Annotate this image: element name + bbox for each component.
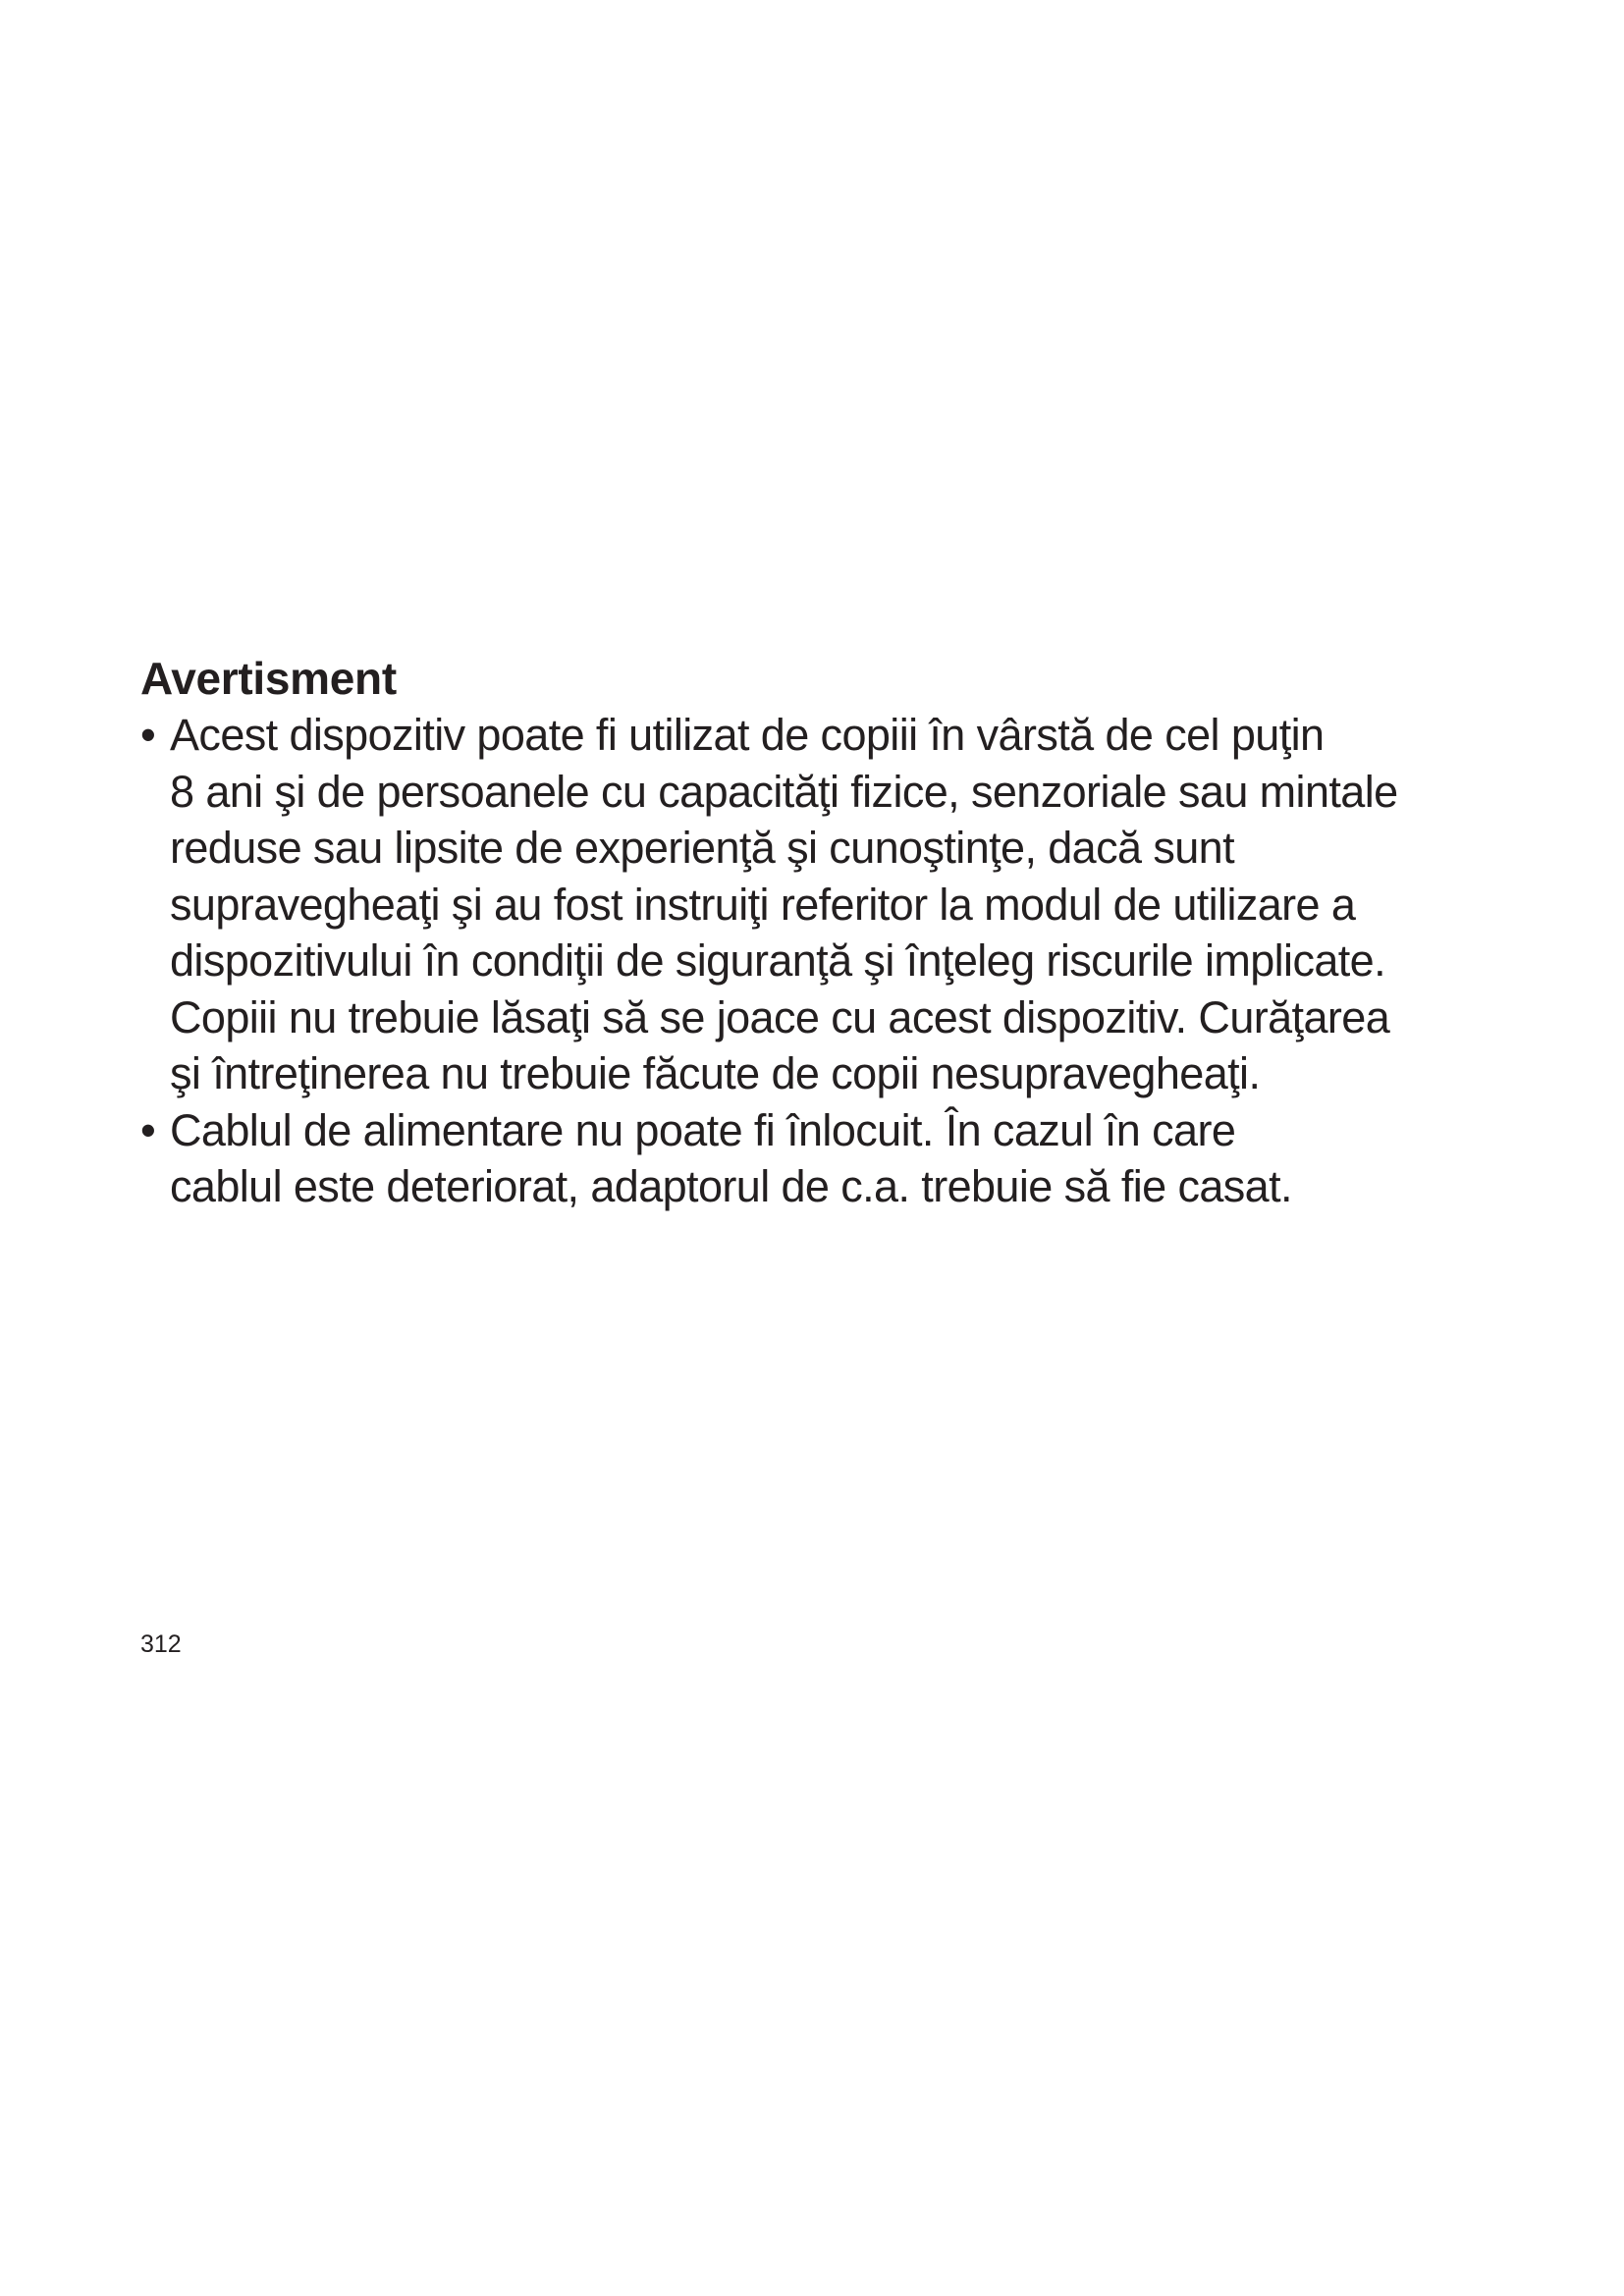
- warning-text-line: reduse sau lipsite de experienţă şi cunoştinţe, dacă sunt: [170, 823, 1234, 873]
- warning-text-line: supravegheaţi şi au fost instruiţi referitor la modul de utilizare a: [170, 879, 1356, 930]
- warning-title: Avertisment: [140, 653, 397, 704]
- warning-text-line: dispozitivului în condiţii de siguranţă şi înţeleg riscurile implicate.: [170, 935, 1386, 986]
- warning-list: [140, 707, 1535, 1215]
- warning-text-line: 8 ani şi de persoanele cu capacităţi fizice, senzoriale sau mintale: [170, 766, 1398, 817]
- warning-text-line: şi întreţinerea nu trebuie făcute de copii nesupravegheaţi.: [170, 1048, 1261, 1098]
- page-number: 312: [140, 1630, 182, 1658]
- warning-text-line: Acest dispozitiv poate fi utilizat de copiii în vârstă de cel puţin: [170, 710, 1325, 760]
- warning-text-line: cablul este deteriorat, adaptorul de c.a. trebuie să fie casat.: [170, 1161, 1292, 1211]
- warning-section: [140, 650, 1535, 1215]
- warning-text-line: Copiii nu trebuie lăsaţi să se joace cu acest dispozitiv. Curăţarea: [170, 991, 1390, 1042]
- bullet-icon: •: [140, 1104, 156, 1155]
- bullet-icon: •: [140, 710, 156, 760]
- warning-text-line: Cablul de alimentare nu poate fi înlocuit. În cazul în care: [170, 1104, 1236, 1155]
- warning-item-children-use: [140, 707, 1535, 1102]
- warning-item-power-cable: [140, 1102, 1535, 1215]
